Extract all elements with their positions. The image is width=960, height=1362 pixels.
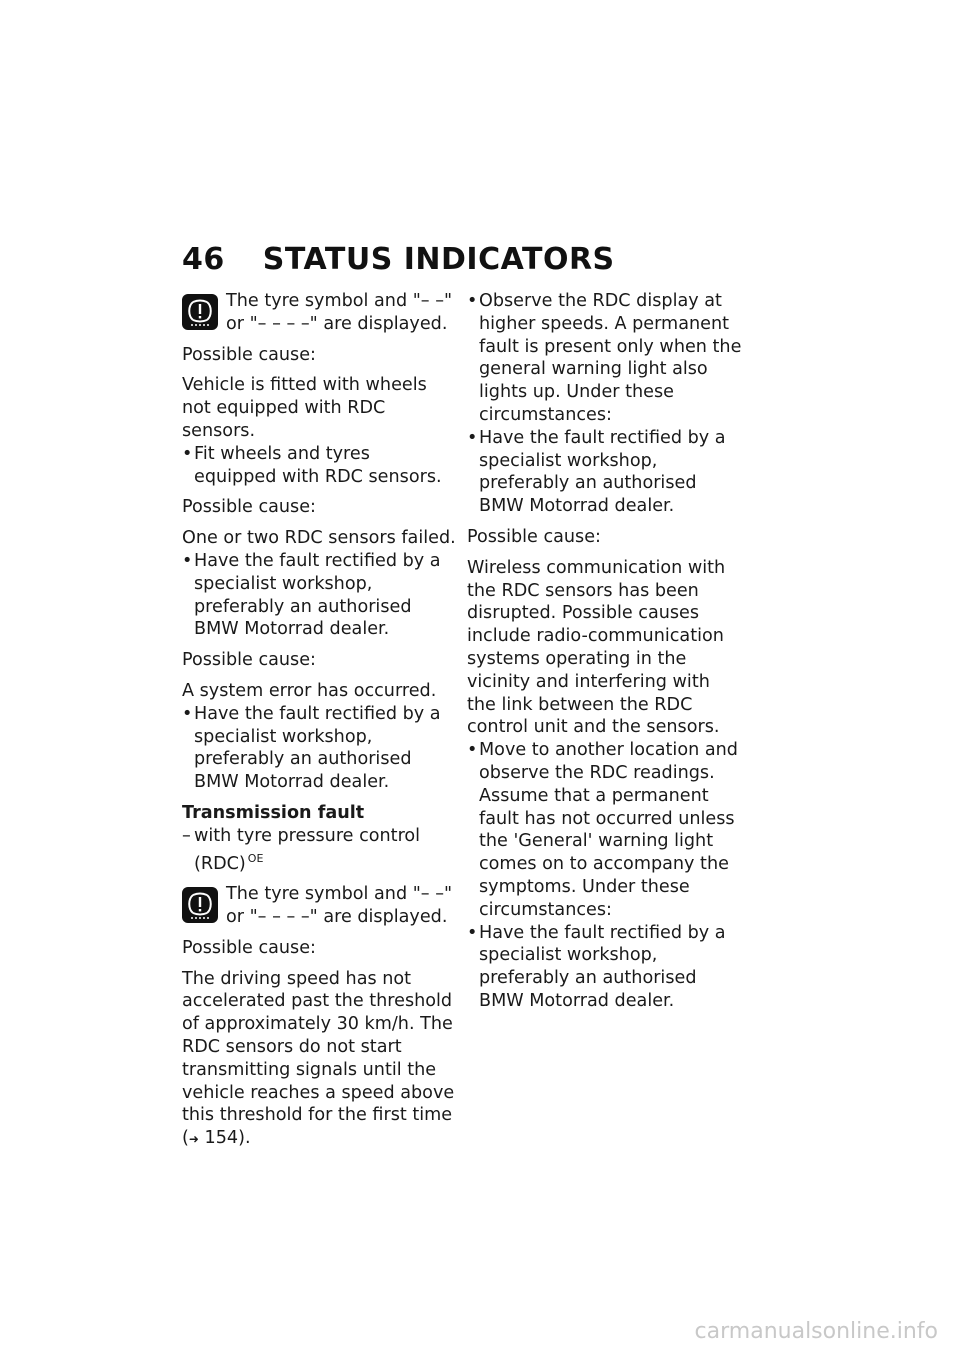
cause-text: A system error has occurred. [182, 680, 437, 701]
possible-cause-label: Possible cause: [182, 497, 316, 518]
left-column [182, 290, 457, 1151]
page-header [182, 242, 615, 277]
tyre-pressure-warning-icon [182, 887, 218, 923]
possible-cause-label: Possible cause: [182, 937, 316, 958]
cause-text: One or two RDC sensors failed. [182, 528, 456, 549]
ref-open: ( [182, 1128, 189, 1149]
warning-row [182, 883, 457, 929]
action-item: • Move to another location and observe the RDC readings. Assume that a permanent fault has not occurred unless the 'General' warning light comes on to accompany the symptoms. Under these circumstances: [467, 739, 742, 921]
tyre-pressure-warning-icon [182, 294, 218, 330]
possible-cause-label: Possible cause: [467, 526, 601, 547]
possible-cause-label: Possible cause: [182, 344, 316, 365]
warning-row [182, 290, 457, 336]
option-superscript: OE [247, 851, 264, 865]
cause-text: Wireless communication with the RDC sensors has been disrupted. Possible causes include radio-communication systems operating in the vicinity and interfering with the link between the RDC control unit and the sensors. [467, 557, 726, 738]
warning-text: The tyre symbol and "– –" or "– – – –" are displayed. [226, 291, 453, 334]
action-item: • Fit wheels and tyres equipped with RDC sensors. [182, 443, 457, 489]
watermark: carmanualsonline.info [694, 1319, 938, 1344]
warning-text: The tyre symbol and "– –" or "– – – –" are displayed. [226, 884, 453, 927]
right-column [467, 290, 742, 1013]
action-item: • Have the fault rectified by a specialist workshop, preferably an authorised BMW Motorrad dealer. [467, 922, 742, 1013]
feature-text: with tyre pressure control (RDC) [194, 825, 421, 874]
cause-text: Vehicle is fitted with wheels not equipped with RDC sensors. [182, 375, 427, 441]
cause-body: The driving speed has not accelerated past the threshold of approximately 30 km/h. The RDC sensors do not start transmitting signals until the vehicle reaches a speed above this threshold for the first time [182, 968, 455, 1126]
section-title: STATUS INDICATORS [262, 242, 615, 277]
arrow-icon: ➜ [188, 1132, 199, 1147]
feature-item [182, 825, 457, 875]
possible-cause-label: Possible cause: [182, 650, 316, 671]
page-reference-link[interactable]: 154). [198, 1128, 251, 1149]
subsection-heading: Transmission fault [182, 802, 365, 823]
action-item: • Have the fault rectified by a specialist workshop, preferably an authorised BMW Motorrad dealer. [182, 703, 457, 794]
cause-text [182, 968, 457, 1151]
action-item: • Observe the RDC display at higher speeds. A permanent fault is present only when the general warning light also lights up. Under these circumstances: [467, 290, 742, 427]
action-item: • Have the fault rectified by a specialist workshop, preferably an authorised BMW Motorrad dealer. [467, 427, 742, 518]
page-number: 46 [182, 242, 225, 277]
action-item: • Have the fault rectified by a specialist workshop, preferably an authorised BMW Motorrad dealer. [182, 550, 457, 641]
